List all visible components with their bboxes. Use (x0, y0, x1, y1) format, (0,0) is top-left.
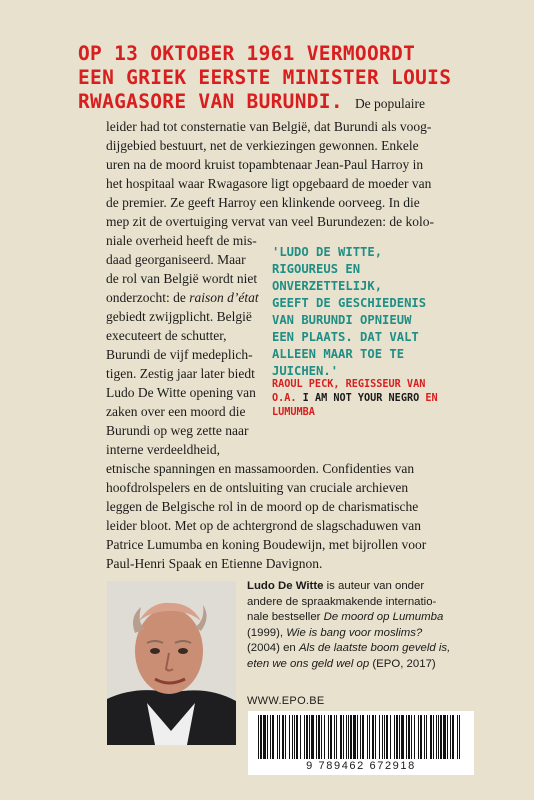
quote-line: VAN BURUNDI OPNIEUW (272, 313, 412, 327)
barcode-bar (369, 715, 370, 759)
body-line: leider had tot consternatie van België, dat Burundi als voog- (106, 119, 432, 134)
body-line: interne verdeeldheid, (106, 442, 220, 457)
barcode-bar (414, 715, 415, 759)
barcode-bar (285, 715, 286, 759)
barcode-bar (384, 715, 385, 759)
barcode-bar (459, 715, 460, 759)
barcode-bar (267, 715, 268, 759)
bio-line: nale bestseller De moord op Lumumba (247, 611, 444, 624)
barcode-bar (350, 715, 352, 759)
body-line: uren na de moord kruist topambtenaar Jean-Paul Harroy in (106, 157, 424, 172)
quote-line: RIGOUREUS EN (272, 262, 361, 276)
body-line: niale overheid heeft de mis- (106, 233, 257, 248)
isbn-barcode (248, 711, 474, 775)
quote-line: 'LUDO DE WITTE, (272, 245, 383, 259)
publisher-website[interactable]: WWW.EPO.BE (247, 695, 325, 707)
barcode-bar (346, 715, 347, 759)
headline-line: EEN GRIEK EERSTE MINISTER LOUIS (78, 66, 452, 89)
barcode-bar (336, 715, 337, 759)
barcode-bar (394, 715, 395, 759)
barcode-bar (340, 715, 342, 759)
barcode-bar (406, 715, 407, 759)
quote-line: JUICHEN.' (272, 364, 339, 378)
barcode-bar (399, 715, 400, 759)
bio-line: (1999), Wie is bang voor moslims? (247, 626, 423, 639)
body-line: onderzocht: de raison d’état (106, 290, 259, 305)
headline (78, 42, 478, 116)
quote-line: EEN PLAATS. DAT VALT (272, 330, 419, 344)
barcode-bar (258, 715, 259, 759)
barcode-bar (304, 715, 305, 759)
barcode-bar (438, 715, 439, 759)
barcode-bar (367, 715, 368, 759)
barcode-bar (457, 715, 458, 759)
barcode-bar (334, 715, 335, 759)
barcode-bar (272, 715, 274, 759)
body-line: dijgebied bestuurt, net de verkiezingen gewonnen. Enkele (106, 138, 419, 153)
barcode-bar (260, 715, 262, 759)
body-line: Burundi de vijf medeplich- (106, 347, 253, 362)
body-line: etnische spanningen en massamoorden. Confidenties van (106, 461, 415, 476)
barcode-bar (447, 715, 448, 759)
headline-continuation: De populaire (354, 96, 426, 111)
barcode-bar (452, 715, 454, 759)
barcode-bar (443, 715, 446, 759)
body-line: executeert de schutter, (106, 328, 227, 343)
body-line: Burundi op weg zette naar (106, 423, 249, 438)
barcode-bar (311, 715, 314, 759)
barcode-bars (258, 715, 464, 759)
barcode-bar (270, 715, 271, 759)
barcode-bar (318, 715, 320, 759)
barcode-bar (418, 715, 419, 759)
author-name: Ludo De Witte (247, 580, 324, 592)
body-line: Ludo De Witte opening van (106, 385, 256, 400)
isbn-number: 9 789462 672918 (306, 760, 416, 772)
barcode-bar (316, 715, 317, 759)
barcode-bar (279, 715, 280, 759)
quote-attribution (272, 378, 482, 420)
author-photo (107, 581, 236, 745)
body-line: zaken over een moord die (106, 404, 246, 419)
barcode-bar (433, 715, 434, 759)
barcode-bar (343, 715, 344, 759)
barcode-bar (420, 715, 422, 759)
author-bio (247, 579, 477, 673)
body-line: tigen. Zestig jaar later biedt (106, 366, 255, 381)
barcode-bar (379, 715, 380, 759)
barcode-bar (372, 715, 374, 759)
body-line: de premier. Ze geeft Harroy een klinkende oorveeg. In die (106, 195, 420, 210)
author-portrait-illustration (107, 581, 236, 745)
barcode-bar (430, 715, 432, 759)
barcode-bar (401, 715, 404, 759)
barcode-bar (306, 715, 308, 759)
barcode-bar (440, 715, 442, 759)
barcode-bar (277, 715, 278, 759)
headline-line: RWAGASORE VAN BURUNDI. De populaire (78, 90, 426, 113)
barcode-bar (424, 715, 425, 759)
barcode-bar (294, 715, 295, 759)
body-line: mep zit de overtuiging vervat van veel Burundezen: de kolo- (106, 214, 435, 229)
barcode-bar (348, 715, 349, 759)
quote-line: ALLEEN MAAR TOE TE (272, 347, 405, 361)
raison-detat: raison d’état (189, 290, 259, 305)
body-line: de rol van België wordt niet (106, 271, 258, 286)
attribution-line: O.A. I AM NOT YOUR NEGRO EN (272, 393, 438, 404)
body-line: hoofdrolspelers en de ontsluiting van cruciale archieven (106, 480, 409, 495)
barcode-bar (411, 715, 412, 759)
barcode-bar (300, 715, 301, 759)
barcode-bar (282, 715, 284, 759)
barcode-bar (289, 715, 290, 759)
barcode-bar (436, 715, 437, 759)
body-line: Paul-Henri Spaak en Etienne Davignon. (106, 556, 323, 571)
quote-line: GEEFT DE GESCHIEDENIS (272, 296, 427, 310)
barcode-bar (357, 715, 358, 759)
body-line: gebiedt zwijgplicht. België (106, 309, 252, 324)
body-line: het hospitaal waar Rwagasore ligt opgebaard de moeder van (106, 176, 432, 191)
quote-line: ONVERZETTELIJK, (272, 279, 383, 293)
bio-line: Ludo De Witte is auteur van onder (247, 580, 425, 592)
barcode-bar (296, 715, 298, 759)
barcode-bar (396, 715, 398, 759)
pull-quote (272, 244, 482, 380)
barcode-bar (408, 715, 410, 759)
barcode-bar (386, 715, 388, 759)
barcode-bar (309, 715, 310, 759)
body-line: daad georganiseerd. Maar (106, 252, 246, 267)
body-line: Patrice Lumumba en koning Boudewijn, met bijrollen voor (106, 537, 427, 552)
barcode-bar (426, 715, 427, 759)
barcode-bar (382, 715, 383, 759)
barcode-bar (360, 715, 361, 759)
body-line: leider bloot. Met op de achtergrond de slagschaduwen van (106, 518, 422, 533)
barcode-bar (330, 715, 332, 759)
barcode-bar (450, 715, 451, 759)
attribution-line: LUMUMBA (272, 407, 315, 418)
bio-line: andere de spraakmakende internatio- (247, 595, 437, 608)
barcode-bar (328, 715, 329, 759)
barcode-bar (263, 715, 266, 759)
barcode-bar (353, 715, 356, 759)
barcode-bar (375, 715, 376, 759)
attribution-line: RAOUL PECK, REGISSEUR VAN (272, 379, 426, 390)
barcode-bar (292, 715, 293, 759)
barcode-bar (321, 715, 322, 759)
barcode-bar (390, 715, 391, 759)
barcode-bar (362, 715, 364, 759)
bio-line: eten we ons geld wel op (EPO, 2017) (247, 657, 436, 670)
bio-line: (2004) en Als de laatste boom geveld is, (247, 642, 451, 655)
barcode-bar (324, 715, 325, 759)
headline-line: OP 13 OKTOBER 1961 VERMOORDT (78, 42, 416, 65)
body-line: leggen de Belgische rol in de moord op de charismatische (106, 499, 419, 514)
